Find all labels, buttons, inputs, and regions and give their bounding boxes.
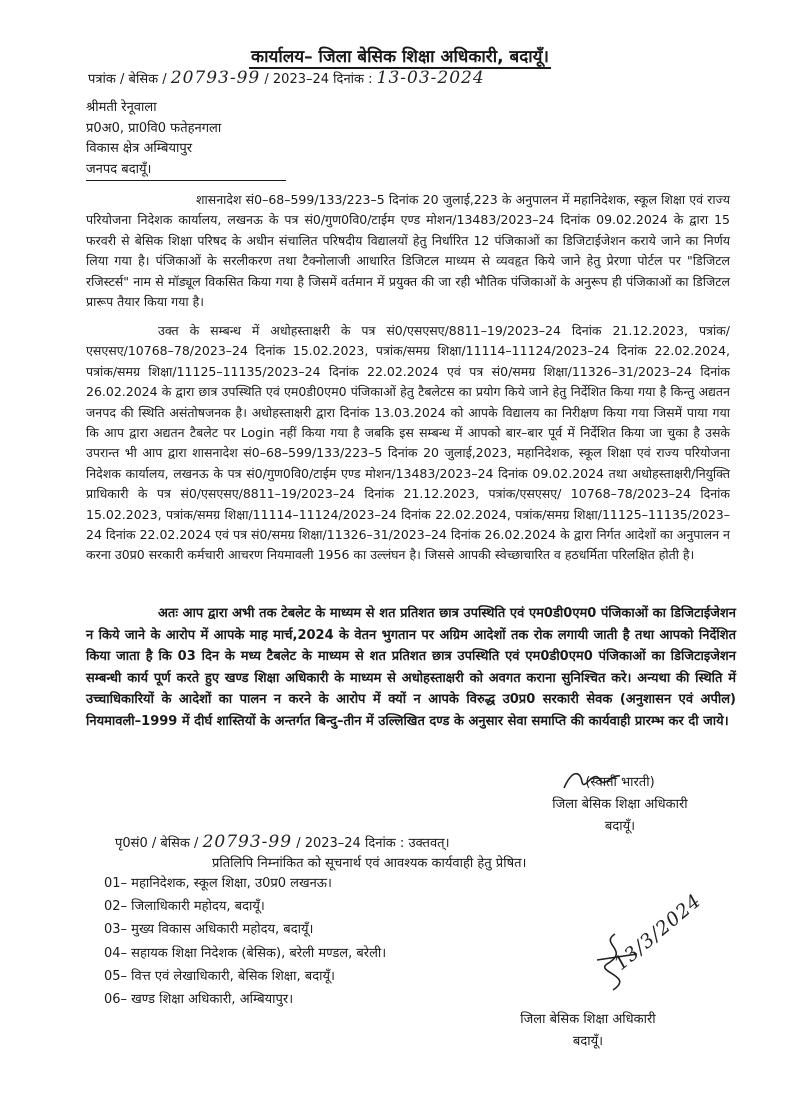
paragraph-3: अतः आप द्वारा अभी तक टेबलेट के माध्यम से शत प्रतिशत छात्र उपस्थिति एवं एम0डी0एम0 पंजिकाओं का डिजिटाईजेशन न किये जाने के आरोप में आपके माह मार्च,2024 के वेतन भुगतान पर अग्रिम आदेशों तक रोक लगायी जाती है तथा आपको निर्देशित किया जाता है कि 03 दिन के मध्य टैबलेट के माध्यम से शत प्रतिशत छात्र उपस्थिति एवं एम0डी0एम0 पंजिकाओं का डिजिटाइजेशन सम्बन्धी कार्य पूर्ण करते हुए खण्ड शिक्षा अधिकारी के माध्यम से अधोहस्ताक्षरी को अवगत कराना सुनिश्चित करे। अन्यथा की स्थिति में उच्चाधिकारियों के आदेशों का पालन न करने के आरोप में क्यों न आपके विरुद्ध उ0प्र0 सरकारी सेवक (अनुशासन एवं अपील) नियमावली–1999 में दीर्घ शास्तियों के अन्तर्गत बिन्दु–तीन में उल्लिखित दण्ड के अनुसार सेवा समाप्ति की कार्यवाही प्रारम्भ कर दी जाये। <box>86 606 736 729</box>
copy-list <box>104 872 386 1011</box>
signatory-place-2: बदायूँ। <box>572 1034 604 1049</box>
list-item: 06– खण्ड शिक्षा अधिकारी, अम्बियापुर। <box>104 992 294 1008</box>
signatory-place: बदायूँ। <box>604 819 636 834</box>
handwritten-date: 13-03-2024 <box>376 68 485 88</box>
copy-intro: प्रतिलिपि निम्नांकित को सूचनार्थ एवं आवश्यक कार्यवाही हेतु प्रेषित। <box>212 856 527 871</box>
divider <box>86 180 286 181</box>
recipient-address <box>86 98 221 180</box>
list-item: 01– महानिदेशक, स्कूल शिक्षा, उ0प्र0 लखनऊ। <box>104 876 332 891</box>
paragraph-1: शासनादेश सं0–68–599/133/223–5 दिनांक 20 जुलाई,223 के अनुपालन में महानिदेशक, स्कूल शिक्षा एवं राज्य परियोजना निदेशक कार्यालय, लखनऊ के पत्र सं0/गुण0वि0/टाईम एण्ड मोशन/13483/2023–24 दिनांक 09.02.2024 के द्वारा 15 फरवरी से बेसिक शिक्षा परिषद के अधीन संचालित परिषदीय विद्यालयों हेतु निर्धारित 12 पंजिकाओं का डिजिटाईजेशन कराये जाने का निर्णय लिया गया है। पंजिकाओं के सरलीकरण तथा टैक्नोलाजी आधारित डिजिटल माध्यम से व्यवहृत किये जाने हेतु प्रेरणा पोर्टल पर "डिजिटल रजिस्टर्स" नाम से मॉड्यूल विकसित किया गया है जिसमें वर्तमान में प्रयुक्त की जा रही भौतिक पंजिकाओं के अनुरूप ही पंजिकाओं का डिजिटल प्रारूप तैयार किया गया है। <box>86 192 730 310</box>
list-item: 05– वित्त एवं लेखाधिकारी, बेसिक शिक्षा, बदायूँ। <box>104 968 335 984</box>
recipient-name: श्रीमती रेनूवाला <box>86 100 157 115</box>
list-item: 03– मुख्य विकास अधिकारी महोदय, बदायूँ। <box>104 922 314 938</box>
list-item: 02– जिलाधिकारी महोदय, बदायूँ। <box>104 899 265 915</box>
signatory-designation-2: जिला बेसिक शिक्षा अधिकारी <box>520 1012 656 1027</box>
signature-block-2 <box>478 1009 698 1053</box>
recipient-post: प्र0अ0, प्रा0वि0 फतेहनगला <box>86 120 222 136</box>
recipient-district: जनपद बदायूँ। <box>86 161 152 177</box>
reference-line: पत्रांक / बेसिक / 20793-99 / 2023–24 दिनांक : 13-03-2024 <box>88 68 485 88</box>
handwritten-ref-number: 20793-99 <box>170 68 261 88</box>
list-item: 04– सहायक शिक्षा निदेशक (बेसिक), बरेली मण्डल, बरेली। <box>104 945 387 961</box>
recipient-block: विकास क्षेत्र अम्बियापुर <box>86 141 193 156</box>
signatory-designation: जिला बेसिक शिक्षा अधिकारी <box>552 797 688 812</box>
handwritten-sign-date: 13/3/2024 <box>610 889 706 975</box>
paragraph-2: उक्त के सम्बन्ध में अधोहस्ताक्षरी के पत्र सं0/एसएसए/8811–19/2023–24 दिनांक 21.12.2023, पत्रांक/एसएसए/10768–78/2023–24 दिनांक 15.02.2023, पत्रांक/समग्र शिक्षा/11114–11124/2023–24 दिनांक 22.02.2024, पत्रांक/समग्र शिक्षा/11125–11135/2023–24 दिनांक 22.02.2024 एवं पत्र सं0/समग्र शिक्षा/11326–31/2023–24 दिनांक 26.02.2024 के द्वारा छात्र उपस्थिति एवं एम0डी0एम0 पंजिकाओं हेतु टैबलेटस का प्रयोग किये जाने हेतु निर्देशित किया गया है किन्तु अद्यतन जनपद की स्थिति असंतोषजनक है। अधोहस्ताक्षरी द्वारा दिनांक 13.03.2024 को आपके विद्यालय का निरीक्षण किया गया जिसमें पाया गया कि आप द्वारा अद्यतन टैबलेट पर Login नहीं किया गया है जबकि इस सम्बन्ध में आपको बार–बार पूर्व में निर्देशित किया जा चुका है उसके उपरान्त भी आप द्वारा शासनादेश सं0–68–599/133/223–5 दिनांक 20 जुलाई,2023, महानिदेशक, स्कूल शिक्षा एवं राज्य परियोजना निदेशक कार्यालय, लखनऊ के पत्र सं0/गुण0वि0/टाईम एण्ड मोशन/13483/2023–24 दिनांक 09.02.2024 तथा अधोहस्ताक्षरी/नियुक्ति प्राधिकारी के पत्र सं0/एसएसए/8811–19/2023–24 दिनांक 21.12.2023, पत्रांक/एसएसए/ 10768–78/2023–24 दिनांक 15.02.2023, पत्रांक/समग्र शिक्षा/11114–11124/2023–24 दिनांक 22.02.2024, पत्रांक/समग्र शिक्षा/11125–11135/2023–24 दिनांक 22.02.2024 एवं पत्र सं0/समग्र शिक्षा/11326–31/2023–24 दिनांक 26.02.2024 के द्वारा निर्गत आदेशों का अनुपालन न करना उ0प्र0 सरकारी कर्मचारी आचरण नियमावली 1956 का उल्लंघन है। जिससे आपकी स्वेच्छाचारित व हठधर्मिता परिलक्षित होती है। <box>86 323 730 563</box>
signature-block-1 <box>510 772 730 838</box>
signatory-name: (स्वाती भारती) <box>585 775 655 790</box>
copy-reference-line: पृ0सं0 / बेसिक / 20793-99 / 2023–24 दिनांक : उक्तवत्। <box>115 832 450 852</box>
office-title: कार्यालय– जिला बेसिक शिक्षा अधिकारी, बदायूँ। <box>251 47 549 67</box>
handwritten-copy-ref-number: 20793-99 <box>202 832 293 852</box>
